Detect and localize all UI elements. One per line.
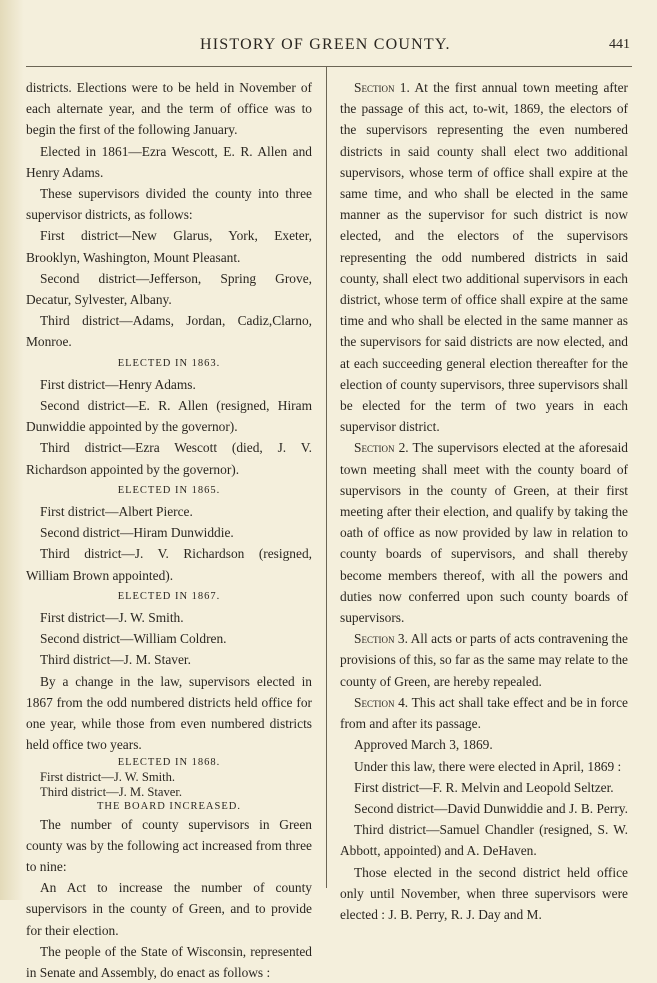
- subheading-1863: ELECTED IN 1863.: [117, 357, 221, 369]
- district-entry: First district—Albert Pierce.: [40, 504, 193, 520]
- left-column: [26, 77, 312, 983]
- section-label: Section 1.: [354, 80, 410, 95]
- page-gutter-shadow: [0, 0, 24, 900]
- paragraph: The number of county supervisors in Green county was by the following act increased from three to nine:: [26, 816, 312, 874]
- district-entry: Third district—J. V. Richardson (resigned, William Brown appointed).: [26, 546, 312, 583]
- section-label: Section 2.: [354, 440, 409, 456]
- district-entry: Second district—David Dunwiddie and J. B. Perry.: [354, 800, 628, 816]
- district-entry: Second district—William Coldren.: [40, 631, 227, 647]
- act-section-4: [340, 692, 628, 734]
- subheading-1868: ELECTED IN 1868.: [117, 756, 221, 768]
- running-title: HISTORY OF GREEN COUNTY.: [200, 36, 451, 53]
- district-entry: Third district—Ezra Wescott (died, J. V. Richardson appointed by the governor).: [26, 440, 312, 477]
- act-section-2: [340, 437, 628, 628]
- paragraph: districts. Elections were to be held in November of each alternate year, and the term of office was to begin the first of the following January.: [26, 80, 312, 138]
- section-text: The supervisors elected at the aforesaid town meeting shall meet with the county board of supervisors in the county of Green, at their first meeting after their election, and qualify by taking the oath of office as now provided by law in relation to county boards of supervisors, and shall thereby become members thereof, with all the powers and duties now conferred upon such county boards of supervisors.: [340, 440, 628, 626]
- district-entry: First district—J. W. Smith.: [40, 610, 184, 626]
- district-entry: Third district—J. M. Staver.: [40, 784, 183, 799]
- district-entry: Second district—Jefferson, Spring Grove, Decatur, Sylvester, Albany.: [26, 270, 312, 308]
- section-label: Section 3.: [354, 631, 408, 647]
- approval-line: Approved March 3, 1869.: [354, 737, 493, 753]
- district-entry: First district—F. R. Melvin and Leopold Seltzer.: [354, 779, 614, 795]
- paragraph: Under this law, there were elected in April, 1869 :: [354, 758, 622, 774]
- act-section-3: [340, 628, 628, 692]
- header-rule: [26, 66, 632, 67]
- page-number: 441: [609, 37, 630, 52]
- page-header: [30, 36, 630, 56]
- subheading-board-increased: THE BOARD INCREASED.: [97, 800, 241, 812]
- district-entry: Second district—E. R. Allen (resigned, Hiram Dunwiddie appointed by the governor).: [26, 398, 312, 435]
- paragraph: These supervisors divided the county into three supervisor districts, as follows:: [26, 186, 312, 223]
- district-entry: First district—J. W. Smith.: [40, 769, 176, 784]
- section-text: All acts or parts of acts contravening the provisions of this, so far as the same may relate to the county of Green, are hereby repealed.: [340, 631, 629, 689]
- subheading-1867: ELECTED IN 1867.: [117, 590, 221, 602]
- section-label: Section 4.: [354, 694, 409, 710]
- enacting-clause: The people of the State of Wisconsin, represented in Senate and Assembly, do enact as follows :: [26, 943, 312, 980]
- district-entry: Second district—Hiram Dunwiddie.: [40, 525, 234, 541]
- district-entry: First district—New Glarus, York, Exeter, Brooklyn, Washington, Mount Pleasant.: [26, 228, 312, 265]
- paragraph: Those elected in the second district held office only until November, when three supervisors were elected : J. B. Perry, R. J. Day and M.: [340, 864, 628, 922]
- column-divider: [326, 66, 327, 888]
- paragraph: Elected in 1861—Ezra Wescott, E. R. Allen and Henry Adams.: [26, 143, 312, 180]
- section-text: This act shall take effect and be in force from and after its passage.: [340, 694, 628, 732]
- right-column: [340, 77, 628, 925]
- district-entry: First district—Henry Adams.: [40, 376, 196, 392]
- section-text: At the first annual town meeting after the passage of this act, to-wit, 1869, the electors of the supervisors representing the even numbered districts in said county shall elect two additional supervisors, whose term of office shall expire at the same time, and who shall be elected in the same manner as the supervisor for such district is now elected, and the electors of the supervisors representing the odd numbered districts in said county, shall elect two additional supervisors in each district, whose term of office shall expire at the same time and who shall be elected in the same manner as the supervisors for said districts are now elected, and at each succeeding general election thereafter for the election of county supervisors, three supervisors shall be elected for the term of two years in each supervisor district.: [340, 80, 628, 435]
- act-title: An Act to increase the number of county supervisors in the county of Green, and to provide for their election.: [26, 880, 312, 938]
- subheading-1865: ELECTED IN 1865.: [117, 484, 221, 496]
- district-entry: Third district—Adams, Jordan, Cadiz,Clarno, Monroe.: [26, 313, 312, 350]
- district-entry: Third district—Samuel Chandler (resigned, S. W. Abbott, appointed) and A. DeHaven.: [340, 822, 628, 859]
- district-entry: Third district—J. M. Staver.: [40, 652, 192, 668]
- act-section-1: [340, 77, 628, 437]
- paragraph: By a change in the law, supervisors elected in 1867 from the odd numbered districts held office for one year, while those from even numbered districts held office two years.: [26, 673, 312, 753]
